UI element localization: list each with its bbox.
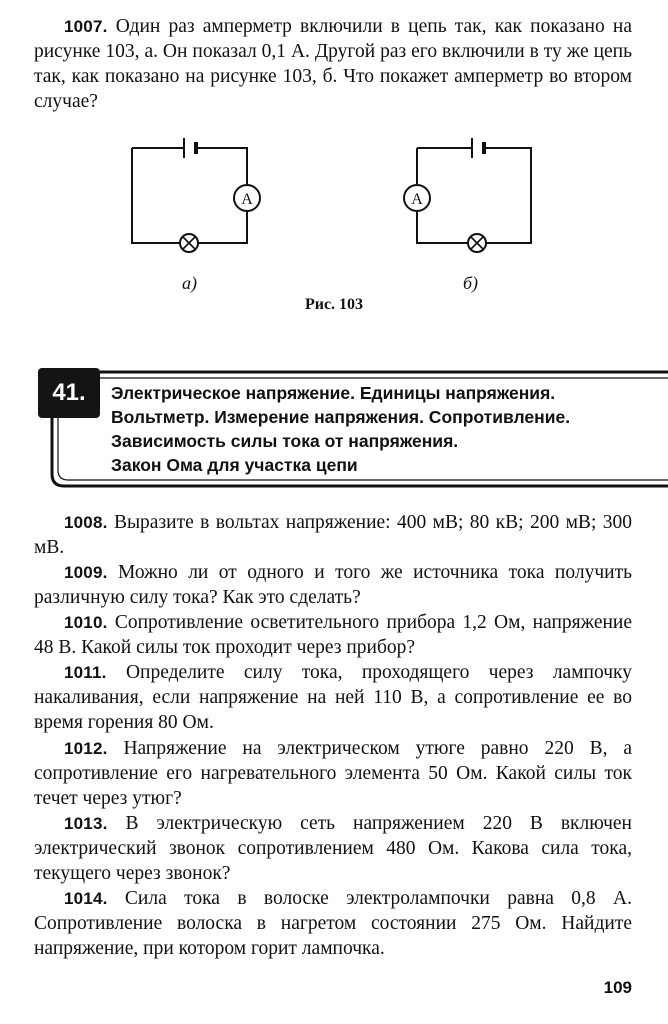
figure-caption: Рис. 103: [304, 296, 364, 313]
section-title-line: Зависимость силы тока от напряжения.: [111, 431, 459, 451]
figure-label-b: б): [463, 273, 479, 293]
problem-1007: [34, 14, 632, 114]
section-title-line: Вольтметр. Измерение напряжения. Сопротивление.: [111, 407, 571, 427]
problem-text: Один раз амперметр включили в цепь так, как показано на рисунке 103, а. Он показал 0,1 А. Другой раз его включили в ту же цепь так, как показано на рисунке 103, б. Что покажет амперметр во втором случае?: [34, 16, 632, 112]
problem-number: 1013.: [64, 814, 108, 833]
section-title-line: Закон Ома для участка цепи: [111, 455, 358, 475]
circuit-b: [404, 138, 531, 252]
page-number: 109: [603, 978, 632, 997]
problem-text: Напряжение на электрическом утюге равно 220 В, а сопротивление его нагревательного элемента 50 Ом. Какой силы ток течет через утюг?: [34, 738, 633, 809]
problem-text: Сопротивление осветительного прибора 1,2 Ом, напряжение 48 В. Какой силы ток проходит через прибор?: [34, 612, 632, 658]
section-number-badge: 41.: [38, 368, 100, 418]
problem-1012: [34, 736, 632, 811]
problem-text: Определите силу тока, проходящего через лампочку накаливания, если напряжение на ней 110 В, а сопротивление ее во время горения 80 Ом.: [34, 662, 632, 733]
problem-number: 1009.: [64, 563, 108, 582]
circuit-b-wire: [417, 148, 531, 243]
problem-1008: [34, 510, 632, 560]
problem-text: Можно ли от одного и того же источника тока получить различную силу тока? Как это сделать?: [34, 562, 632, 608]
ammeter-b-symbol: A: [411, 191, 423, 208]
problem-number: 1008.: [64, 513, 108, 532]
problem-number: 1011.: [64, 663, 107, 682]
problem-1010: [34, 610, 632, 660]
problem-number: 1010.: [64, 613, 108, 632]
problem-1013: [34, 811, 632, 886]
problem-number: 1012.: [64, 739, 108, 758]
ammeter-a-symbol: A: [241, 191, 253, 208]
problem-text: В электрическую сеть напряжением 220 В включен электрический звонок сопротивлением 480 Ом. Какова сила тока, текущего через звонок?: [34, 813, 632, 884]
section-title-line: Электрическое напряжение. Единицы напряжения.: [111, 383, 556, 403]
problem-number: 1007.: [64, 17, 108, 36]
problem-1009: [34, 560, 632, 610]
figure-label-a: а): [182, 273, 197, 293]
section-title: [111, 381, 651, 477]
problem-number: 1014.: [64, 889, 108, 908]
circuit-a-wire: [132, 148, 247, 243]
problem-text: Сила тока в волоске электролампочки равна 0,8 А. Сопротивление волоска в нагретом состоянии 275 Ом. Найдите напряжение, при котором горит лампочка.: [34, 888, 633, 959]
problem-text: Выразите в вольтах напряжение: 400 мВ; 80 кВ; 200 мВ; 300 мВ.: [34, 512, 633, 558]
problem-1014: [34, 886, 632, 961]
problem-1011: [34, 660, 632, 735]
